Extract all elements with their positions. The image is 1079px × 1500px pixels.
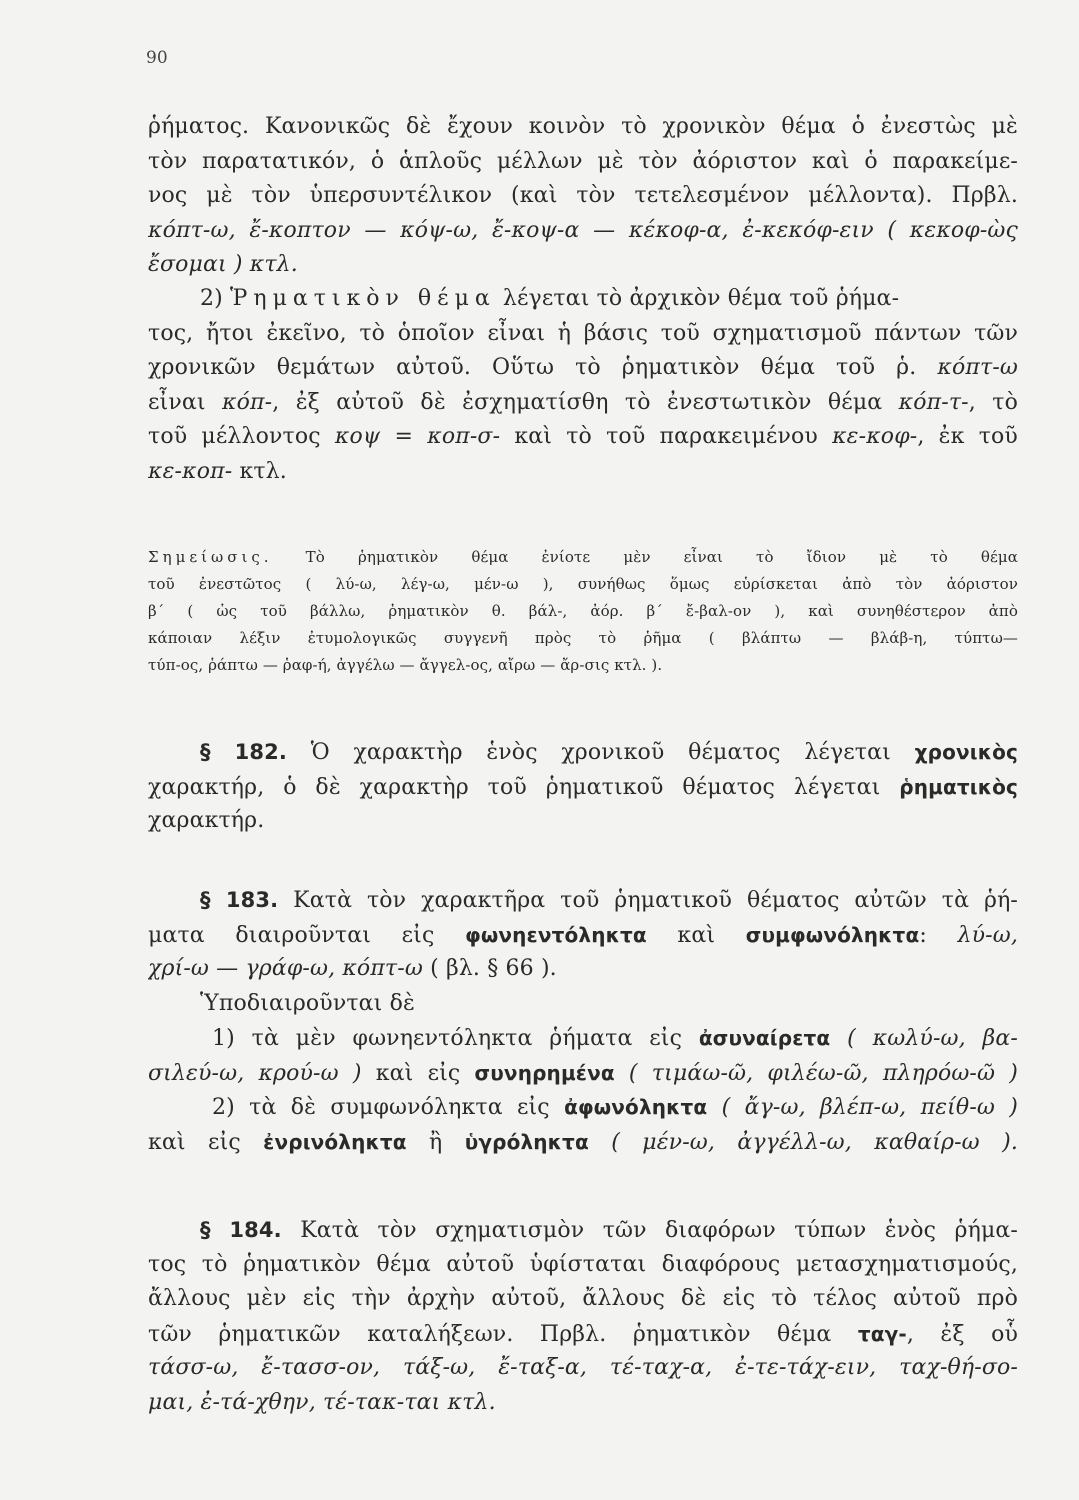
bold-term: ἐνρινόληκτα xyxy=(263,1129,407,1154)
text-line: χαρακτήρ. xyxy=(148,808,265,833)
bold-term: συμφωνόληκτα xyxy=(745,922,920,947)
text-line: 2) Ῥηματικὸν θέμα λέγεται τὸ ἀρχικὸν θέμα τοῦ ῥήμα- xyxy=(200,286,900,311)
text-line: καὶ εἰς ἐνρινόληκτα ἢ ὑγρόληκτα ( μέν-ω, ἀγγέλλ-ω, καθαίρ-ω ). xyxy=(148,1129,1018,1155)
bold-term: ῥηματικὸς xyxy=(899,774,1018,799)
text-line: τος, ἤτοι ἐκεῖνο, τὸ ὁποῖον εἶναι ἡ βάσις τοῦ σχηματισμοῦ πάντων τῶν xyxy=(148,320,1018,346)
text-line: σιλεύ-ω, κρού-ω ) καὶ εἰς συνηρημένα ( τιμάω-ῶ, φιλέω-ῶ, πληρόω-ῶ ) xyxy=(148,1060,1018,1086)
bold-term: χρονικὸς xyxy=(914,740,1018,764)
text-line: β΄ ( ὡς τοῦ βάλλω, ῥηματικὸν θ. βάλ-, ἀόρ. β΄ ἔ-βαλ-ον ), καὶ συνηθέστερον ἀπὸ xyxy=(148,602,1018,620)
text-line: χαρακτήρ, ὁ δὲ χαρακτὴρ τοῦ ῥηματικοῦ θέματος λέγεται ῥηματικὸς xyxy=(148,774,1018,800)
text-line: 2) τὰ δὲ συμφωνόληκτα εἰς ἀφωνόληκτα ( ἄγ-ω, βλέπ-ω, πείθ-ω ) xyxy=(212,1095,1018,1120)
section-number: § 183. xyxy=(200,888,279,912)
text-line: χρί-ω — γράφ-ω, κόπτ-ω ( βλ. § 66 ). xyxy=(148,956,557,981)
text-line: τάσσ-ω, ἔ-τασσ-ον, τάξ-ω, ἔ-ταξ-α, τέ-ταχ-α, ἐ-τε-τάχ-ειν, ταχ-θή-σο- xyxy=(148,1355,1018,1380)
bold-term: ἀσυναίρετα xyxy=(698,1026,831,1050)
text-line: τύπ-ος, ῥάπτω — ῥαφ-ή, ἀγγέλω — ἄγγελ-ος, αἴρω — ἄρ-σις κτλ. ). xyxy=(148,656,663,674)
note-paragraph xyxy=(148,544,1018,679)
text-line: τῶν ῥηματικῶν καταλήξεων. Πρβλ. ῥηματικὸν θέμα ταγ-, ἐξ οὗ xyxy=(148,1321,1018,1347)
paragraph-tense-stems xyxy=(148,110,1018,283)
text-line: κε-κοπ- κτλ. xyxy=(148,458,287,484)
text-line: ῥήματος. Κανονικῶς δὲ ἔχουν κοινὸν τὸ χρονικὸν θέμα ὁ ἐνεστὼς μὲ xyxy=(148,114,1018,139)
text-line: ματα διαιροῦνται εἰς φωνηεντόληκτα καὶ συμφωνόληκτα: λύ-ω, xyxy=(148,922,1018,948)
bold-term: ὑγρόληκτα xyxy=(464,1129,589,1154)
text-line: ἔσομαι ) κτλ. xyxy=(148,252,298,277)
text-line: νος μὲ τὸν ὑπερσυντέλικον (καὶ τὸν τετελεσμένον μέλλοντα). Πρβλ. xyxy=(148,183,1018,208)
text-line: Σημείωσις. Τὸ ῥηματικὸν θέμα ἐνίοτε μὲν εἶναι τὸ ἴδιον μὲ τὸ θέμα xyxy=(148,548,1018,566)
text-line: § 182. Ὁ χαρακτὴρ ἑνὸς χρονικοῦ θέματος λέγεται χρονικὸς xyxy=(200,740,1018,765)
text-line: μαι, ἐ-τά-χθην, τέ-τακ-ται κτλ. xyxy=(148,1389,496,1415)
text-line: εἶναι κόπ-, ἐξ αὐτοῦ δὲ ἐσχηματίσθη τὸ ἐνεστωτικὸν θέμα κόπ-τ-, τὸ xyxy=(148,389,1018,415)
page-number: 90 xyxy=(146,48,168,68)
text-line: § 183. Κατὰ τὸν χαρακτῆρα τοῦ ῥηματικοῦ θέματος αὐτῶν τὰ ῥή- xyxy=(200,888,1018,913)
text-line: χρονικῶν θεμάτων αὐτοῦ. Οὕτω τὸ ῥηματικὸν θέμα τοῦ ῥ. κόπτ-ω xyxy=(148,355,1018,380)
section-182 xyxy=(148,735,1018,839)
text-line: § 184. Κατὰ τὸν σχηματισμὸν τῶν διαφόρων τύπων ἑνὸς ῥήμα- xyxy=(200,1218,1018,1243)
section-number: § 182. xyxy=(200,740,288,764)
section-183 xyxy=(148,883,1018,1159)
note-label: Σημείωσις. xyxy=(148,548,273,566)
text-line: ἄλλους μὲν εἰς τὴν ἀρχὴν αὐτοῦ, ἄλλους δὲ εἰς τὸ τέλος αὐτοῦ πρὸ xyxy=(148,1286,1018,1311)
text-line: τὸν παρατατικόν, ὁ ἁπλοῦς μέλλων μὲ τὸν ἀόριστον καὶ ὁ παρακείμε- xyxy=(148,148,1018,174)
paragraph-verbal-stem xyxy=(148,282,1018,489)
text-line: Ὑποδιαιροῦνται δὲ xyxy=(200,990,415,1016)
spaced-term: Ῥηματικὸν θέμα xyxy=(230,286,496,311)
item-number: 2) xyxy=(200,286,223,311)
text-line: κόπτ-ω, ἔ-κοπτον — κόψ-ω, ἔ-κοψ-α — κέκοφ-α, ἐ-κεκόφ-ειν ( κεκοφ-ὼς xyxy=(148,217,1018,243)
section-number: § 184. xyxy=(200,1218,282,1242)
bold-term: ταγ- xyxy=(857,1321,907,1346)
bold-term: φωνηεντόληκτα xyxy=(465,922,647,947)
text-line: τος τὸ ῥηματικὸν θέμα αὐτοῦ ὑφίσταται διαφόρους μετασχηματισμούς, xyxy=(148,1251,1018,1277)
text-line: τοῦ μέλλοντος κοψ = κοπ-σ- καὶ τὸ τοῦ παρακειμένου κε-κοφ-, ἐκ τοῦ xyxy=(148,424,1018,449)
text-line: 1) τὰ μὲν φωνηεντόληκτα ῥήματα εἰς ἀσυναίρετα ( κωλύ-ω, βα- xyxy=(212,1026,1018,1051)
text-line: κάποιαν λέξιν ἐτυμολογικῶς συγγενῆ πρὸς τὸ ῥῆμα ( βλάπτω — βλάβ-η, τύπτω— xyxy=(148,629,1018,647)
bold-term: συνηρημένα xyxy=(474,1060,615,1085)
text-line: τοῦ ἐνεστῶτος ( λύ-ω, λέγ-ω, μέν-ω ), συνήθως ὅμως εὑρίσκεται ἀπὸ τὸν ἀόριστον xyxy=(148,575,1018,593)
section-184 xyxy=(148,1213,1018,1420)
bold-term: ἀφωνόληκτα xyxy=(564,1095,708,1119)
